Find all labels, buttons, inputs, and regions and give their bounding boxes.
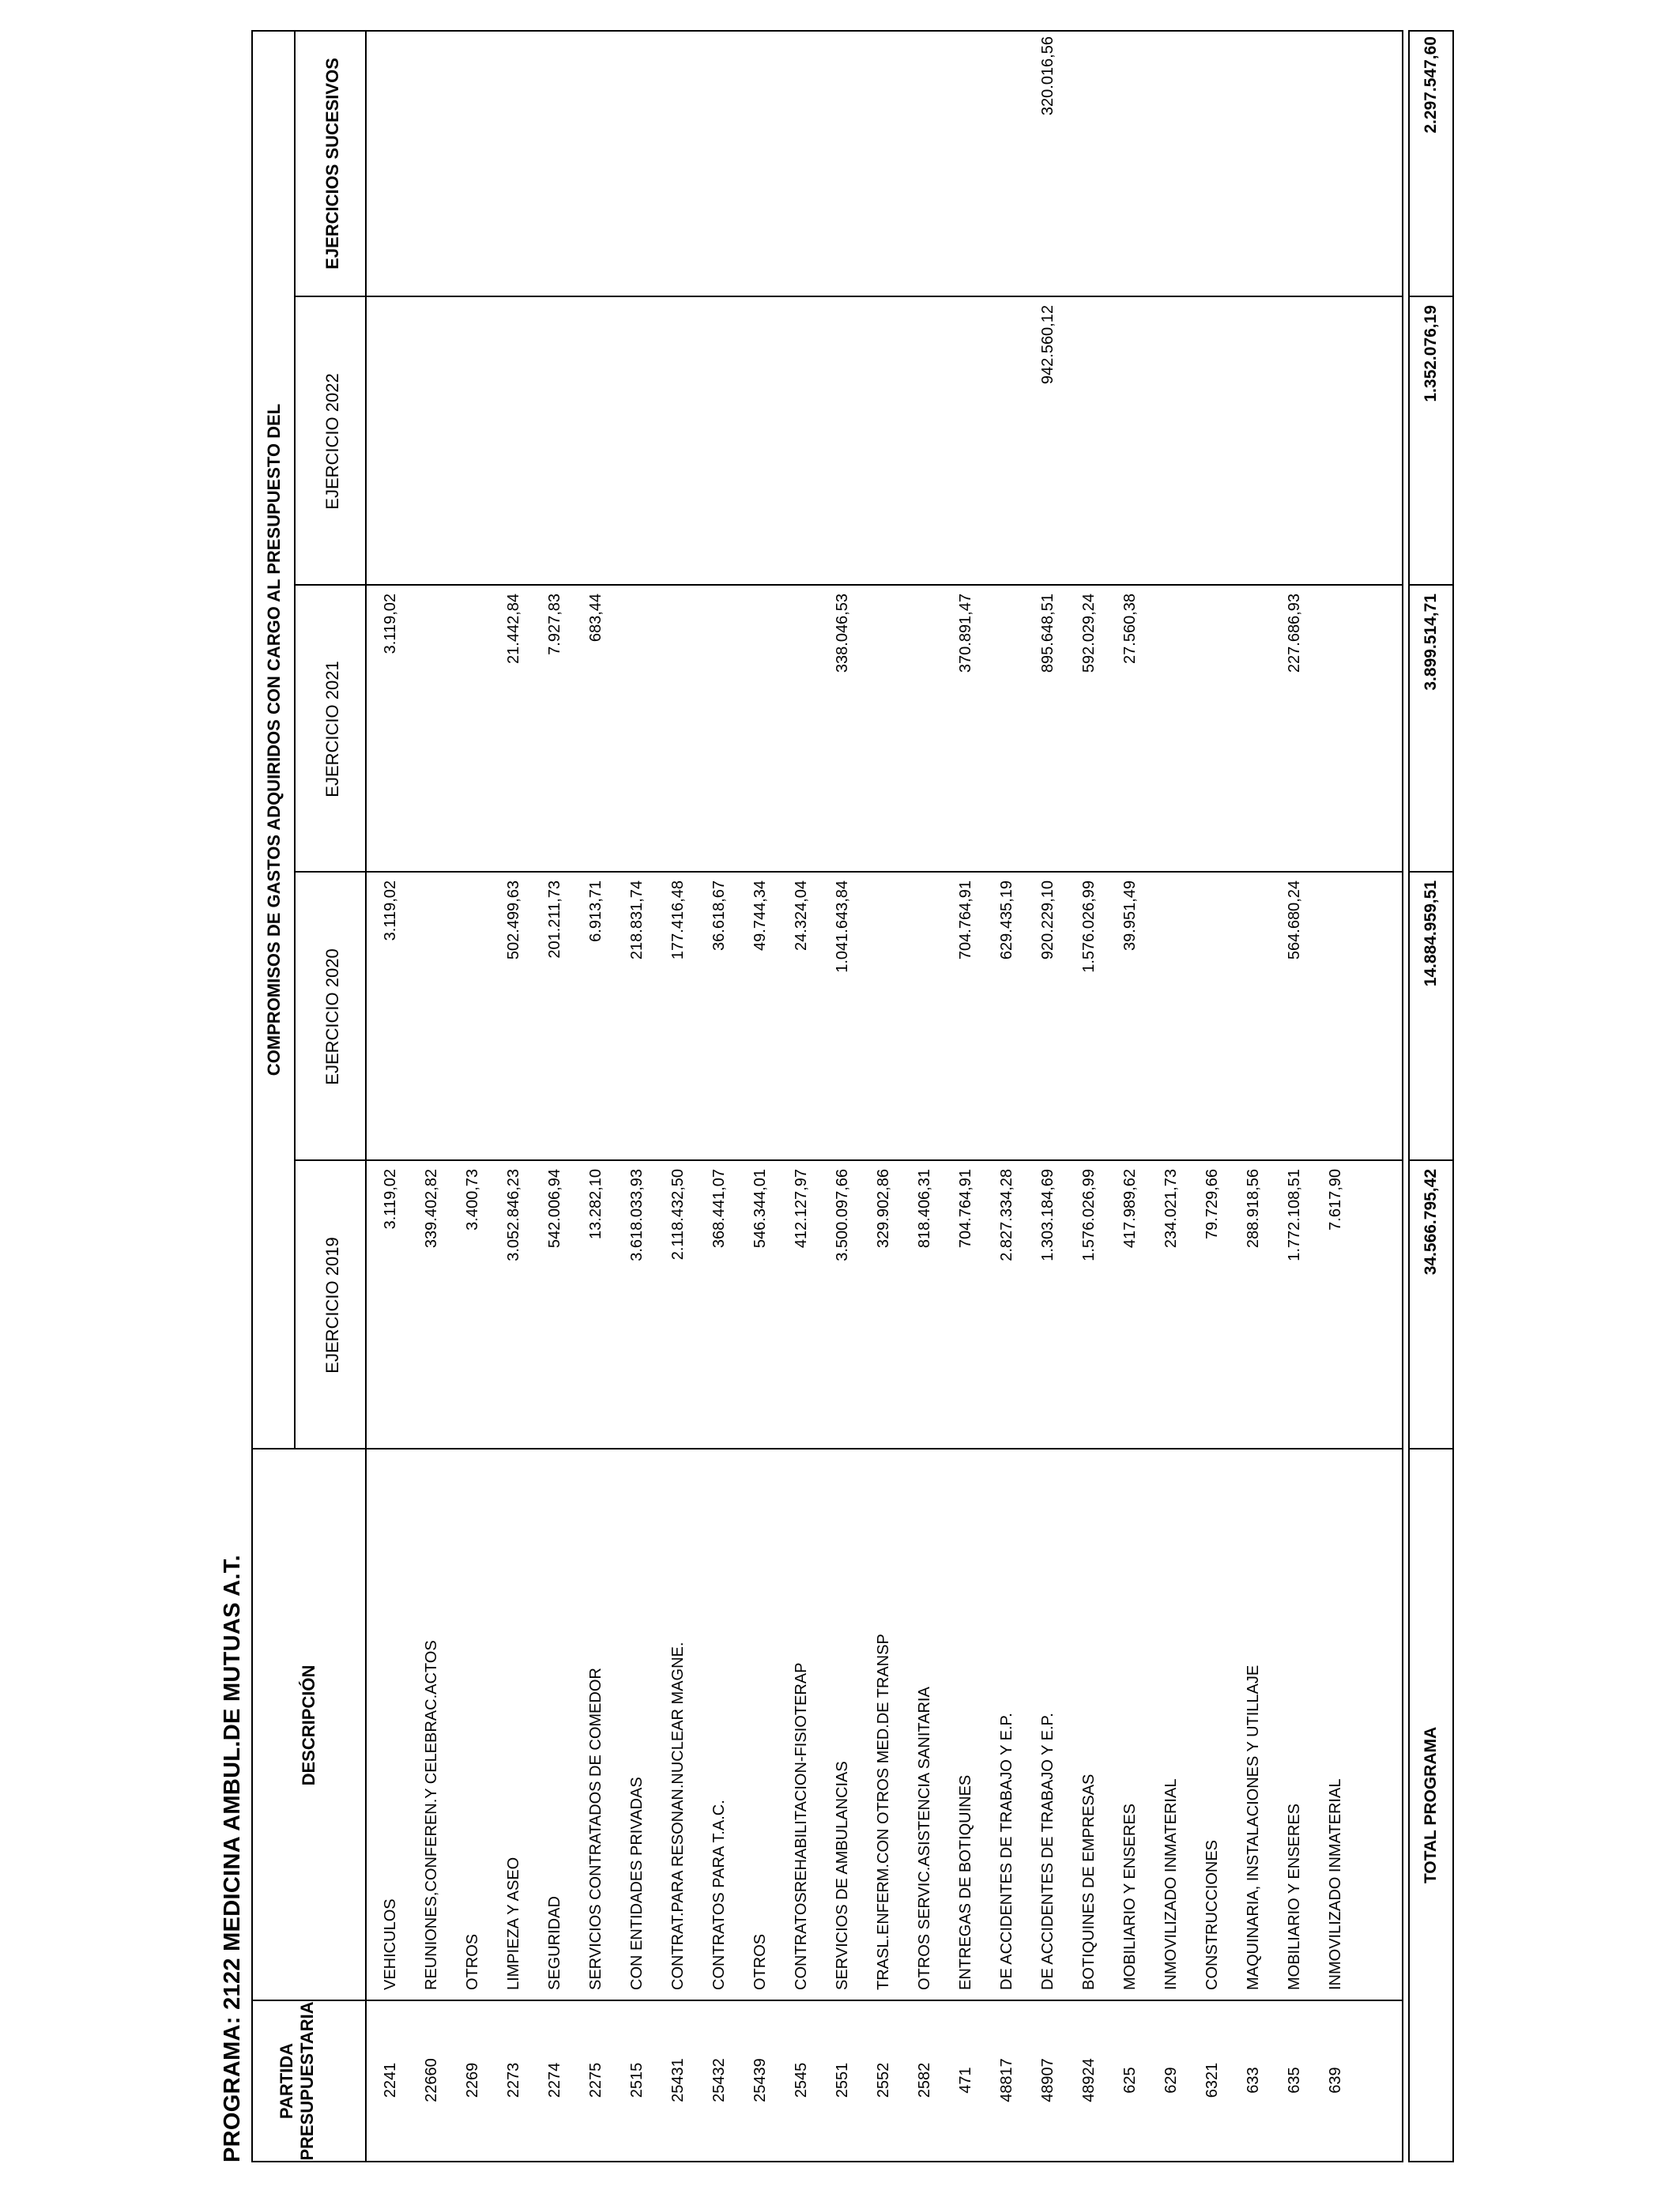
header-descripcion: DESCRIPCIÓN: [299, 1664, 318, 1786]
descripcion-text: SERVICIOS DE AMBULANCIAS: [834, 1761, 851, 1990]
value-2019: 2.118.432,50: [669, 1169, 687, 1261]
page-title: PROGRAMA: 2122 MEDICINA AMBUL.DE MUTUAS A.T.: [220, 1555, 245, 2162]
descripcion-text: CON ENTIDADES PRIVADAS: [628, 1777, 646, 1990]
value-2019: 339.402,82: [423, 1169, 440, 1249]
descripcion-text: MOBILIARIO Y ENSERES: [1286, 1803, 1303, 1990]
value-2019: 13.282,10: [587, 1169, 605, 1239]
partida-code: 625: [1121, 2067, 1139, 2094]
partida-code: 635: [1286, 2067, 1303, 2094]
descripcion-text: MOBILIARIO Y ENSERES: [1121, 1803, 1139, 1990]
descripcion-text: BOTIQUINES DE EMPRESAS: [1080, 1774, 1098, 1990]
value-2019: 417.989,62: [1121, 1169, 1139, 1249]
header-2019: EJERCICIO 2019: [322, 1237, 342, 1374]
partida-code: 639: [1327, 2067, 1344, 2094]
partida-code: 471: [957, 2067, 974, 2094]
partida-code: 6321: [1203, 2062, 1221, 2098]
total-sucesivos: 2.297.547,60: [1422, 36, 1440, 134]
descripcion-text: DE ACCIDENTES DE TRABAJO Y E.P.: [998, 1713, 1015, 1990]
header-2020: EJERCICIO 2020: [322, 948, 342, 1085]
partida-code: 633: [1245, 2067, 1262, 2094]
col-divider: [253, 2000, 1403, 2001]
partida-code: 2545: [793, 2062, 810, 2098]
descripcion-text: CONTRATOSREHABILITACION-FISIOTERAP: [793, 1662, 810, 1990]
partida-code: 25439: [751, 2058, 769, 2102]
header-underline: [365, 30, 367, 2161]
value-2019: 3.500.097,66: [834, 1169, 851, 1261]
value-2019: 368.441,07: [710, 1169, 728, 1249]
partida-code: 2551: [834, 2062, 851, 2098]
value-2021: 21.442,84: [505, 594, 522, 664]
value-2020: 1.576.026,99: [1080, 880, 1098, 973]
value-2020: 3.119,02: [382, 880, 399, 941]
value-2021: 227.686,93: [1286, 594, 1303, 673]
descripcion-text: DE ACCIDENTES DE TRABAJO Y E.P.: [1039, 1713, 1057, 1990]
value-2019: 1.576.026,99: [1080, 1169, 1098, 1261]
total-row: [1408, 30, 1454, 2162]
col-divider: [1410, 296, 1452, 297]
value-2020: 502.499,63: [505, 880, 522, 960]
value-2019: 3.052.846,23: [505, 1169, 522, 1261]
value-2019: 7.617,90: [1327, 1169, 1344, 1231]
value-2020: 24.324,04: [793, 880, 810, 951]
group-underline: [294, 30, 296, 1449]
value-2019: 3.618.033,93: [628, 1169, 646, 1261]
header-2021: EJERCICIO 2021: [322, 661, 342, 797]
descripcion-text: OTROS: [751, 1933, 769, 1990]
partida-code: 2269: [464, 2062, 481, 2098]
descripcion-text: INMOVILIZADO INMATERIAL: [1162, 1778, 1180, 1990]
partida-code: 48924: [1080, 2058, 1098, 2102]
value-2022: 942.560,12: [1039, 305, 1057, 385]
value-2019: 329.902,86: [875, 1169, 892, 1249]
total-2021: 3.899.514,71: [1422, 594, 1440, 691]
descripcion-text: MAQUINARIA, INSTALACIONES Y UTILLAJE: [1245, 1664, 1262, 1990]
header-partida: PARTIDA PRESUPUESTARIA: [277, 2001, 317, 2161]
value-2019: 542.006,94: [546, 1169, 563, 1249]
descripcion-text: VEHICULOS: [382, 1898, 399, 1990]
partida-code: 2274: [546, 2062, 563, 2098]
value-2020: 629.435,19: [998, 880, 1015, 960]
value-2019: 546.344,01: [751, 1169, 769, 1249]
value-2019: 1.772.108,51: [1286, 1169, 1303, 1261]
partida-code: 25431: [669, 2058, 687, 2102]
value-2020: 218.831,74: [628, 880, 646, 960]
descripcion-text: OTROS SERVIC.ASISTENCIA SANITARIA: [916, 1687, 933, 1990]
value-2020: 39.951,49: [1121, 880, 1139, 951]
partida-code: 2241: [382, 2062, 399, 2098]
total-2019: 34.566.795,42: [1422, 1169, 1440, 1276]
value-2019: 704.764,91: [957, 1169, 974, 1249]
partida-code: 2273: [505, 2062, 522, 2098]
value-2020: 920.229,10: [1039, 880, 1057, 960]
descripcion-text: INMOVILIZADO INMATERIAL: [1327, 1778, 1344, 1990]
value-2020: 49.744,34: [751, 880, 769, 951]
partida-code: 48907: [1039, 2058, 1057, 2102]
total-2022: 1.352.076,19: [1422, 305, 1440, 402]
value-2019: 818.406,31: [916, 1169, 933, 1249]
col-divider: [294, 584, 1403, 586]
partida-code: 2515: [628, 2062, 646, 2098]
col-divider: [294, 296, 1403, 297]
descripcion-text: CONSTRUCCIONES: [1203, 1839, 1221, 1990]
value-2020: 36.618,67: [710, 880, 728, 951]
header-sucesivos: EJERCICIOS SUCESIVOS: [322, 58, 342, 270]
value-2021: 592.029,24: [1080, 594, 1098, 673]
partida-code: 2582: [916, 2062, 933, 2098]
col-divider: [1410, 1448, 1452, 1449]
value-2020: 564.680,24: [1286, 880, 1303, 960]
partida-code: 22660: [423, 2058, 440, 2102]
col-divider: [1410, 871, 1452, 873]
value-2019: 3.400,73: [464, 1169, 481, 1231]
value-2019: 79.729,66: [1203, 1169, 1221, 1239]
col-divider: [1410, 584, 1452, 586]
header-group: COMPROMISOS DE GASTOS ADQUIRIDOS CON CARGO AL PRESUPUESTO DEL: [264, 403, 284, 1076]
partida-code: 2552: [875, 2062, 892, 2098]
value-2019: 2.827.334,28: [998, 1169, 1015, 1261]
partida-code: 2275: [587, 2062, 605, 2098]
total-2020: 14.884.959,51: [1422, 880, 1440, 987]
value-sucesivos: 320.016,56: [1039, 36, 1057, 116]
value-2021: 3.119,02: [382, 594, 399, 654]
descripcion-text: SERVICIOS CONTRATADOS DE COMEDOR: [587, 1668, 605, 1990]
value-2021: 683,44: [587, 594, 605, 643]
value-2019: 3.119,02: [382, 1169, 399, 1230]
col-divider: [1410, 1159, 1452, 1161]
value-2019: 1.303.184,69: [1039, 1169, 1057, 1261]
value-2021: 895.648,51: [1039, 594, 1057, 673]
descripcion-text: OTROS: [464, 1933, 481, 1990]
descripcion-text: CONTRATOS PARA T.A.C.: [710, 1800, 728, 1990]
descripcion-text: REUNIONES,CONFEREN.Y CELEBRAC.ACTOS: [423, 1640, 440, 1990]
descripcion-text: ENTREGAS DE BOTIQUINES: [957, 1774, 974, 1990]
descripcion-text: CONTRAT.PARA RESONAN.NUCLEAR MAGNE.: [669, 1642, 687, 1990]
budget-table: [251, 30, 1403, 2162]
value-2021: 338.046,53: [834, 594, 851, 673]
value-2020: 177.416,48: [669, 880, 687, 960]
value-2019: 412.127,97: [793, 1169, 810, 1249]
value-2019: 288.918,56: [1245, 1169, 1262, 1249]
descripcion-text: SEGURIDAD: [546, 1896, 563, 1990]
value-2020: 201.211,73: [546, 880, 563, 959]
value-2020: 1.041.643,84: [834, 880, 851, 973]
total-label: TOTAL PROGRAMA: [1422, 1726, 1440, 1884]
value-2021: 370.891,47: [957, 594, 974, 673]
descripcion-text: TRASL.ENFERM.CON OTROS MED.DE TRANSP: [875, 1634, 892, 1990]
partida-code: 629: [1162, 2067, 1180, 2094]
value-2019: 234.021,73: [1162, 1169, 1180, 1249]
value-2020: 6.913,71: [587, 880, 605, 942]
value-2021: 27.560,38: [1121, 594, 1139, 664]
partida-code: 48817: [998, 2058, 1015, 2102]
value-2020: 704.764,91: [957, 880, 974, 960]
value-2021: 7.927,83: [546, 594, 563, 655]
header-2022: EJERCICIO 2022: [322, 373, 342, 510]
descripcion-text: LIMPIEZA Y ASEO: [505, 1857, 522, 1990]
partida-code: 25432: [710, 2058, 728, 2102]
